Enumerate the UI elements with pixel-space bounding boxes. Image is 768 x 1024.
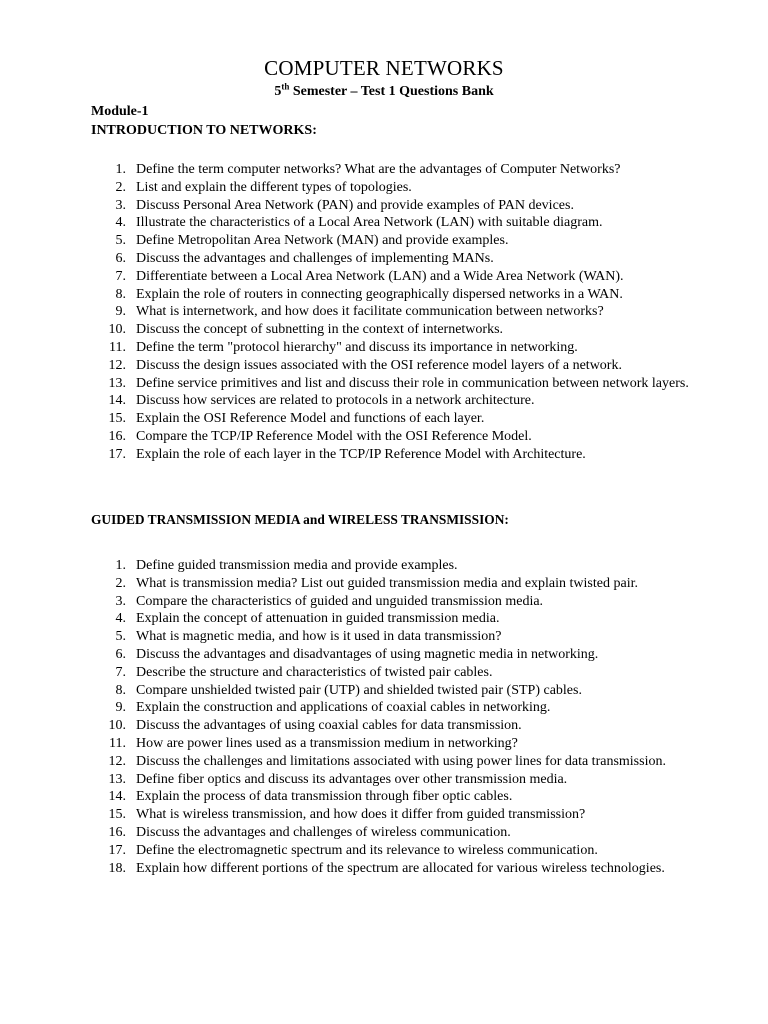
question-item xyxy=(91,646,691,664)
question-item xyxy=(91,214,691,232)
question-number: 3. xyxy=(115,593,126,609)
question-number: 15. xyxy=(108,411,126,427)
subtitle-text: Semester – Test 1 Questions Bank xyxy=(289,84,494,99)
question-text: Discuss the advantages of using coaxial cables for data transmission. xyxy=(136,718,522,734)
question-text: Illustrate the characteristics of a Local Area Network (LAN) with suitable diagram. xyxy=(136,215,603,231)
question-item xyxy=(91,392,691,410)
section-heading-transmission-media: GUIDED TRANSMISSION MEDIA and WIRELESS TRANSMISSION: xyxy=(91,512,509,527)
question-text: Discuss how services are related to protocols in a network architecture. xyxy=(136,393,535,409)
question-item xyxy=(91,321,691,339)
question-text: Explain the role of routers in connecting geographically dispersed networks in a WAN. xyxy=(136,286,623,302)
question-number: 2. xyxy=(115,575,126,591)
question-number: 13. xyxy=(108,771,126,787)
question-text: List and explain the different types of topologies. xyxy=(136,179,412,195)
question-text: Define the electromagnetic spectrum and its relevance to wireless communication. xyxy=(136,842,598,858)
question-text: Compare unshielded twisted pair (UTP) and shielded twisted pair (STP) cables. xyxy=(136,682,582,698)
question-number: 18. xyxy=(108,860,126,876)
question-number: 12. xyxy=(108,753,126,769)
question-item xyxy=(91,446,691,464)
question-item xyxy=(91,557,691,575)
question-number: 6. xyxy=(115,646,126,662)
question-item xyxy=(91,753,691,771)
question-number: 1. xyxy=(115,558,126,573)
question-text: Differentiate between a Local Area Network (LAN) and a Wide Area Network (WAN). xyxy=(136,268,624,284)
question-item xyxy=(91,286,691,304)
question-number: 17. xyxy=(108,446,126,462)
question-text: What is transmission media? List out guided transmission media and explain twisted pair. xyxy=(136,575,638,591)
question-item xyxy=(91,664,691,682)
question-text: What is internetwork, and how does it facilitate communication between networks? xyxy=(136,304,604,320)
question-number: 8. xyxy=(115,682,126,698)
question-number: 11. xyxy=(109,339,126,355)
question-text: Discuss the advantages and challenges of implementing MANs. xyxy=(136,250,494,266)
question-text: Define service primitives and list and discuss their role in communication between network layers. xyxy=(136,375,689,391)
question-item xyxy=(91,860,691,878)
question-number: 5. xyxy=(115,233,126,249)
question-item xyxy=(91,339,691,357)
question-item xyxy=(91,179,691,197)
question-text: Explain the process of data transmission through fiber optic cables. xyxy=(136,789,513,805)
question-number: 16. xyxy=(108,824,126,840)
question-item xyxy=(91,357,691,375)
question-text: How are power lines used as a transmission medium in networking? xyxy=(136,735,518,751)
question-text: Define the term "protocol hierarchy" and discuss its importance in networking. xyxy=(136,339,578,355)
question-item xyxy=(91,788,691,806)
question-text: Discuss Personal Area Network (PAN) and provide examples of PAN devices. xyxy=(136,197,574,213)
question-item xyxy=(91,628,691,646)
question-text: Define Metropolitan Area Network (MAN) and provide examples. xyxy=(136,233,509,249)
question-number: 17. xyxy=(108,842,126,858)
question-number: 4. xyxy=(115,215,126,231)
question-text: Explain the concept of attenuation in guided transmission media. xyxy=(136,611,500,627)
question-item xyxy=(91,268,691,286)
question-text: Discuss the design issues associated with the OSI reference model layers of a network. xyxy=(136,357,622,373)
question-item xyxy=(91,593,691,611)
question-text: Define fiber optics and discuss its advantages over other transmission media. xyxy=(136,771,568,787)
question-text: Discuss the concept of subnetting in the context of internetworks. xyxy=(136,322,504,338)
document-title: COMPUTER NETWORKS xyxy=(264,56,504,80)
question-item xyxy=(91,250,691,268)
question-number: 2. xyxy=(115,179,126,195)
question-text: Discuss the challenges and limitations associated with using power lines for data transmission. xyxy=(136,753,666,769)
question-number: 9. xyxy=(115,304,126,320)
question-item xyxy=(91,824,691,842)
question-number: 7. xyxy=(115,664,126,680)
question-item xyxy=(91,575,691,593)
question-number: 7. xyxy=(115,268,126,284)
question-item xyxy=(91,842,691,860)
question-number: 1. xyxy=(115,162,126,177)
question-item xyxy=(91,806,691,824)
question-item xyxy=(91,232,691,250)
question-number: 5. xyxy=(115,629,126,645)
question-number: 3. xyxy=(115,197,126,213)
question-item xyxy=(91,375,691,393)
question-item xyxy=(91,197,691,215)
question-item xyxy=(91,428,691,446)
question-text: Define guided transmission media and provide examples. xyxy=(136,558,458,573)
semester-ordinal-suffix: th xyxy=(281,81,290,92)
question-number: 16. xyxy=(108,428,126,444)
question-item xyxy=(91,610,691,628)
question-text: Describe the structure and characteristics of twisted pair cables. xyxy=(136,664,493,680)
question-number: 15. xyxy=(108,807,126,823)
question-item xyxy=(91,771,691,789)
question-number: 8. xyxy=(115,286,126,302)
semester-number: 5 xyxy=(274,84,282,99)
question-text: Explain the role of each layer in the TCP/IP Reference Model with Architecture. xyxy=(136,446,586,462)
question-number: 13. xyxy=(108,375,126,391)
question-number: 10. xyxy=(108,322,126,338)
question-text: Compare the TCP/IP Reference Model with the OSI Reference Model. xyxy=(136,428,532,444)
question-item xyxy=(91,717,691,735)
question-text: What is magnetic media, and how is it used in data transmission? xyxy=(136,629,502,645)
question-number: 12. xyxy=(108,357,126,373)
question-number: 11. xyxy=(109,735,126,751)
question-text: Explain how different portions of the spectrum are allocated for various wireless technologies. xyxy=(136,860,665,876)
question-item xyxy=(91,161,691,179)
question-text: Explain the construction and applications of coaxial cables in networking. xyxy=(136,700,551,716)
question-text: Discuss the advantages and disadvantages of using magnetic media in networking. xyxy=(136,646,599,662)
question-text: Discuss the advantages and challenges of wireless communication. xyxy=(136,824,511,840)
question-item xyxy=(91,735,691,753)
question-list-transmission-media xyxy=(91,557,691,877)
question-number: 14. xyxy=(108,789,126,805)
question-text: Explain the OSI Reference Model and functions of each layer. xyxy=(136,411,485,427)
question-item xyxy=(91,682,691,700)
question-list-introduction xyxy=(91,161,691,464)
question-text: Define the term computer networks? What are the advantages of Computer Networks? xyxy=(136,162,621,177)
module-label: Module-1 xyxy=(91,104,149,119)
question-number: 10. xyxy=(108,718,126,734)
question-text: Compare the characteristics of guided and unguided transmission media. xyxy=(136,593,544,609)
question-item xyxy=(91,410,691,428)
question-number: 4. xyxy=(115,611,126,627)
question-item xyxy=(91,699,691,717)
question-item xyxy=(91,303,691,321)
question-number: 14. xyxy=(108,393,126,409)
question-number: 9. xyxy=(115,700,126,716)
section-heading-introduction: INTRODUCTION TO NETWORKS: xyxy=(91,123,317,138)
question-text: What is wireless transmission, and how does it differ from guided transmission? xyxy=(136,807,586,823)
question-number: 6. xyxy=(115,250,126,266)
document-subtitle xyxy=(0,81,768,100)
